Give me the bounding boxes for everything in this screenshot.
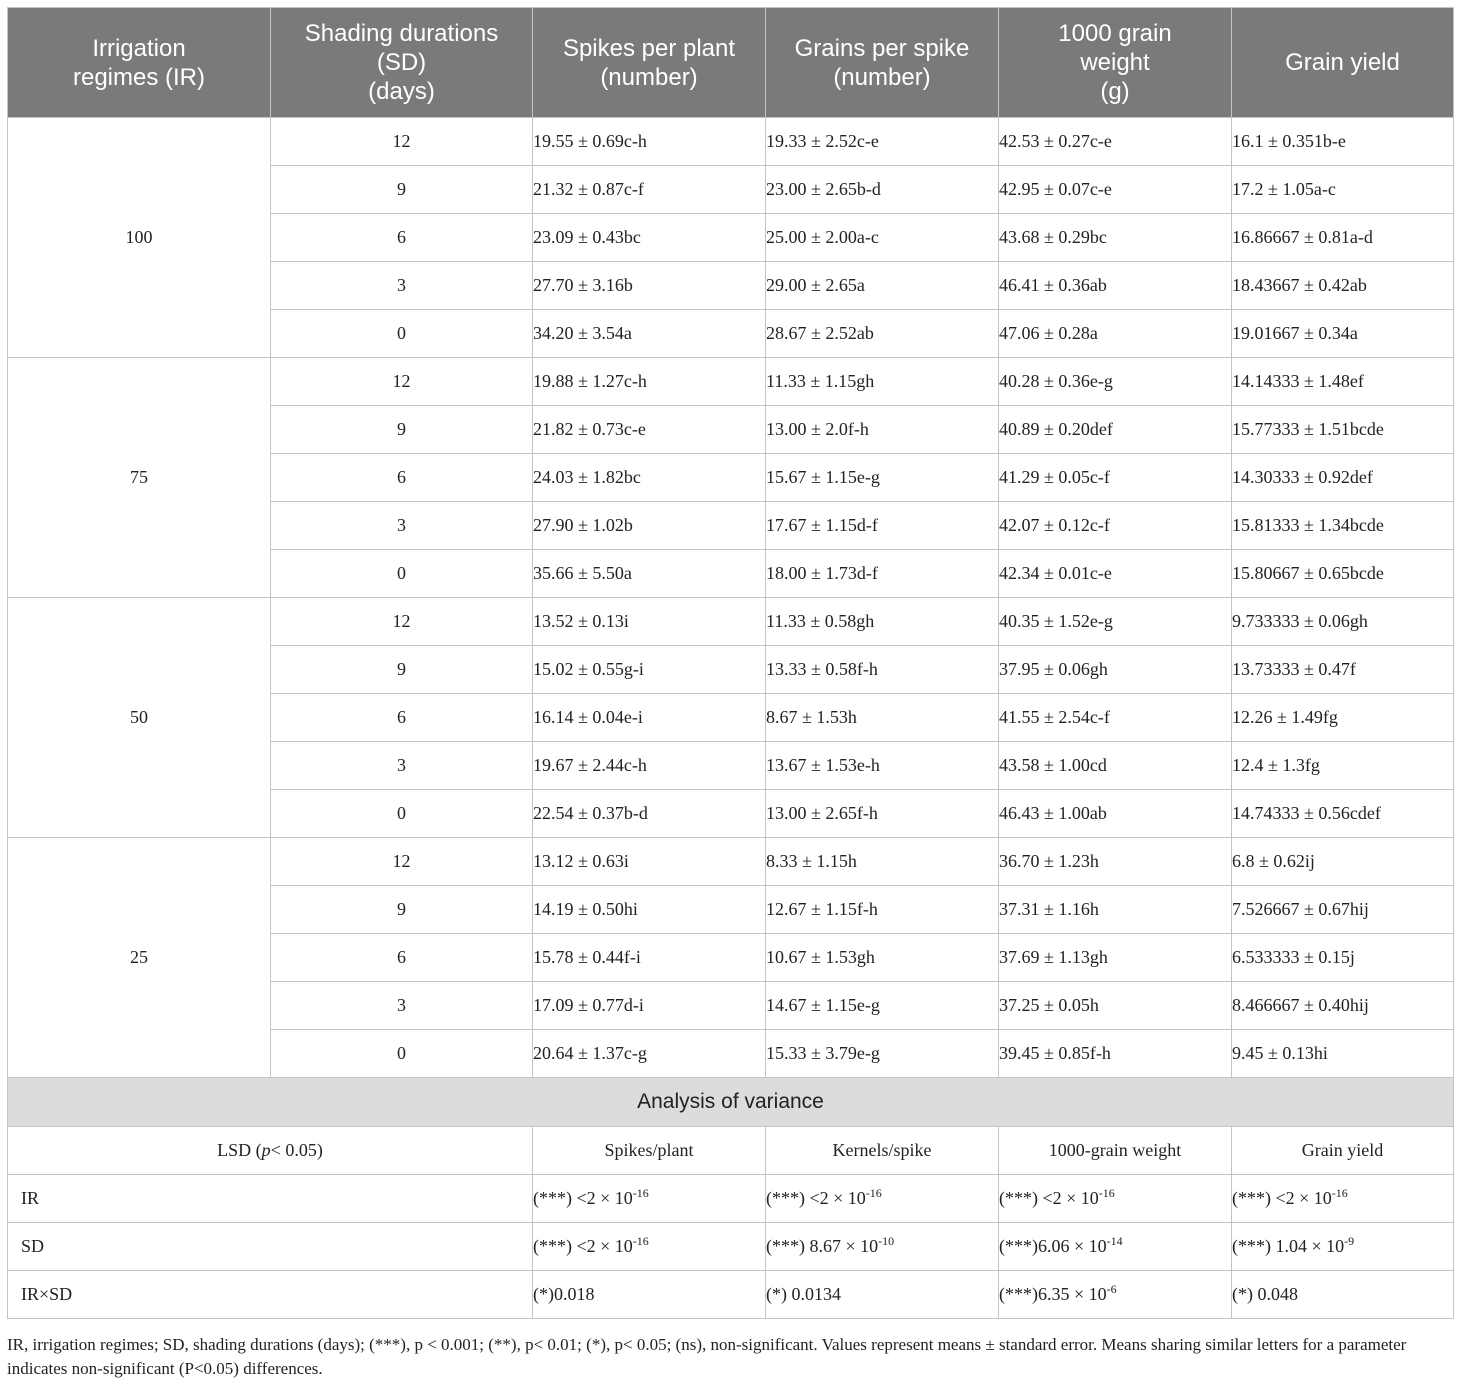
- spikes-cell: 35.66 ± 5.50a: [533, 550, 766, 598]
- shading-duration-cell: 12: [271, 598, 533, 646]
- shading-duration-cell: 9: [271, 166, 533, 214]
- spikes-cell: 21.32 ± 0.87c-f: [533, 166, 766, 214]
- anova-value-cell: (***) $8.67 \times 10^{-10}$: [766, 1223, 999, 1271]
- exponent: -14: [1106, 1234, 1123, 1248]
- exponent: -9: [1344, 1234, 1355, 1248]
- spikes-cell: 13.52 ± 0.13i: [533, 598, 766, 646]
- irrigation-regime-cell: 75: [8, 358, 271, 598]
- anova-value-cell: $(***)6.06 \times 10^{-14}$: [999, 1223, 1232, 1271]
- shading-duration-cell: 12: [271, 838, 533, 886]
- grains-cell: 13.33 ± 0.58f-h: [766, 646, 999, 694]
- grains-cell: 25.00 ± 2.00a-c: [766, 214, 999, 262]
- grains-cell: 8.33 ± 1.15h: [766, 838, 999, 886]
- spikes-cell: 15.02 ± 0.55g-i: [533, 646, 766, 694]
- yield-cell: 15.77333 ± 1.51bcde: [1232, 406, 1454, 454]
- header-irrigation-regimes: Irrigation regimes (IR): [8, 8, 271, 118]
- exponent: -16: [1098, 1186, 1115, 1200]
- grains-cell: 18.00 ± 1.73d-f: [766, 550, 999, 598]
- exponent: -16: [632, 1186, 649, 1200]
- yield-cell: 16.86667 ± 0.81a-d: [1232, 214, 1454, 262]
- shading-duration-cell: 6: [271, 694, 533, 742]
- grains-cell: 13.67 ± 1.53e-h: [766, 742, 999, 790]
- yield-cell: 14.74333 ± 0.56cdef: [1232, 790, 1454, 838]
- weight-cell: 36.70 ± 1.23h: [999, 838, 1232, 886]
- header-1000-grain-weight: 1000 grain weight (g): [999, 8, 1232, 118]
- grains-cell: 13.00 ± 2.0f-h: [766, 406, 999, 454]
- grains-cell: 10.67 ± 1.53gh: [766, 934, 999, 982]
- anova-row: [8, 1223, 1454, 1271]
- spikes-cell: 27.70 ± 3.16b: [533, 262, 766, 310]
- yield-cell: 15.80667 ± 0.65bcde: [1232, 550, 1454, 598]
- shading-duration-cell: 3: [271, 262, 533, 310]
- yield-cell: 15.81333 ± 1.34bcde: [1232, 502, 1454, 550]
- grains-cell: 28.67 ± 2.52ab: [766, 310, 999, 358]
- weight-cell: 42.07 ± 0.12c-f: [999, 502, 1232, 550]
- spikes-cell: 24.03 ± 1.82bc: [533, 454, 766, 502]
- anova-row: [8, 1175, 1454, 1223]
- spikes-cell: 16.14 ± 0.04e-i: [533, 694, 766, 742]
- weight-cell: 42.53 ± 0.27c-e: [999, 118, 1232, 166]
- spikes-cell: 23.09 ± 0.43bc: [533, 214, 766, 262]
- yield-cell: 17.2 ± 1.05a-c: [1232, 166, 1454, 214]
- weight-cell: 42.95 ± 0.07c-e: [999, 166, 1232, 214]
- table-row: [8, 358, 1454, 406]
- header-shading-durations: Shading durations (SD) (days): [271, 8, 533, 118]
- spikes-cell: 17.09 ± 0.77d-i: [533, 982, 766, 1030]
- spikes-cell: 21.82 ± 0.73c-e: [533, 406, 766, 454]
- weight-cell: 46.41 ± 0.36ab: [999, 262, 1232, 310]
- anova-title: Analysis of variance: [8, 1078, 1454, 1127]
- anova-factor-label: IR×SD: [8, 1271, 533, 1319]
- weight-cell: 40.35 ± 1.52e-g: [999, 598, 1232, 646]
- shading-duration-cell: 0: [271, 790, 533, 838]
- yield-cell: 16.1 ± 0.351b-e: [1232, 118, 1454, 166]
- grains-cell: 11.33 ± 1.15gh: [766, 358, 999, 406]
- shading-duration-cell: 3: [271, 502, 533, 550]
- anova-value-cell: (***) $<2 \times 10^{-16}$: [999, 1175, 1232, 1223]
- anova-value-cell: (***) $<2 \times 10^{-16}$: [533, 1223, 766, 1271]
- shading-duration-cell: 12: [271, 358, 533, 406]
- exponent: -16: [1331, 1186, 1348, 1200]
- data-body: [8, 118, 1454, 1078]
- lsd-label-p: p: [261, 1140, 271, 1160]
- lsd-label-suffix: < 0.05): [270, 1140, 323, 1160]
- weight-cell: 47.06 ± 0.28a: [999, 310, 1232, 358]
- grains-cell: 19.33 ± 2.52c-e: [766, 118, 999, 166]
- exponent: -16: [632, 1234, 649, 1248]
- anova-col-weight: 1000-grain weight: [999, 1127, 1232, 1175]
- weight-cell: 42.34 ± 0.01c-e: [999, 550, 1232, 598]
- shading-duration-cell: 3: [271, 982, 533, 1030]
- shading-duration-cell: 0: [271, 310, 533, 358]
- anova-factor-label: SD: [8, 1223, 533, 1271]
- spikes-cell: 22.54 ± 0.37b-d: [533, 790, 766, 838]
- lsd-label-prefix: LSD (: [217, 1140, 262, 1160]
- anova-value-cell: (***) $<2 \times 10^{-16}$: [766, 1175, 999, 1223]
- spikes-cell: 19.67 ± 2.44c-h: [533, 742, 766, 790]
- grains-cell: 15.33 ± 3.79e-g: [766, 1030, 999, 1078]
- spikes-cell: 13.12 ± 0.63i: [533, 838, 766, 886]
- yield-cell: 13.73333 ± 0.47f: [1232, 646, 1454, 694]
- spikes-cell: 14.19 ± 0.50hi: [533, 886, 766, 934]
- anova-row: [8, 1271, 1454, 1319]
- header-grains-per-spike: Grains per spike (number): [766, 8, 999, 118]
- grains-cell: 29.00 ± 2.65a: [766, 262, 999, 310]
- spikes-cell: 27.90 ± 1.02b: [533, 502, 766, 550]
- spikes-cell: 34.20 ± 3.54a: [533, 310, 766, 358]
- yield-cell: 7.526667 ± 0.67hij: [1232, 886, 1454, 934]
- grains-cell: 15.67 ± 1.15e-g: [766, 454, 999, 502]
- weight-cell: 43.68 ± 0.29bc: [999, 214, 1232, 262]
- anova-body: [8, 1078, 1454, 1319]
- weight-cell: 37.95 ± 0.06gh: [999, 646, 1232, 694]
- yield-cell: 18.43667 ± 0.42ab: [1232, 262, 1454, 310]
- anova-column-row: [8, 1127, 1454, 1175]
- grains-cell: 8.67 ± 1.53h: [766, 694, 999, 742]
- shading-duration-cell: 9: [271, 886, 533, 934]
- anova-factor-label: IR: [8, 1175, 533, 1223]
- yield-cell: 19.01667 ± 0.34a: [1232, 310, 1454, 358]
- spikes-cell: 19.55 ± 0.69c-h: [533, 118, 766, 166]
- shading-duration-cell: 9: [271, 406, 533, 454]
- shading-duration-cell: 6: [271, 214, 533, 262]
- weight-cell: 39.45 ± 0.85f-h: [999, 1030, 1232, 1078]
- weight-cell: 43.58 ± 1.00cd: [999, 742, 1232, 790]
- table-row: [8, 838, 1454, 886]
- spikes-cell: 19.88 ± 1.27c-h: [533, 358, 766, 406]
- header-grain-yield: Grain yield: [1232, 8, 1454, 118]
- grains-cell: 13.00 ± 2.65f-h: [766, 790, 999, 838]
- irrigation-regime-cell: 25: [8, 838, 271, 1078]
- table-footnote: IR, irrigation regimes; SD, shading durations (days); (***), p < 0.001; (**), p< 0.01; (*), p< 0.05; (ns), non-significant. Values represent means ± standard error. Means sharing similar letters for a parameter indicates non-significant (P<0.05) differences.: [7, 1335, 1407, 1378]
- grains-cell: 11.33 ± 0.58gh: [766, 598, 999, 646]
- grains-cell: 12.67 ± 1.15f-h: [766, 886, 999, 934]
- exponent: -16: [865, 1186, 882, 1200]
- lsd-label: [8, 1127, 533, 1175]
- anova-value-cell: (*)0.018: [533, 1271, 766, 1319]
- shading-duration-cell: 9: [271, 646, 533, 694]
- yield-cell: 12.26 ± 1.49fg: [1232, 694, 1454, 742]
- grains-cell: 23.00 ± 2.65b-d: [766, 166, 999, 214]
- anova-col-yield: Grain yield: [1232, 1127, 1454, 1175]
- weight-cell: 46.43 ± 1.00ab: [999, 790, 1232, 838]
- weight-cell: 37.25 ± 0.05h: [999, 982, 1232, 1030]
- irrigation-regime-cell: 100: [8, 118, 271, 358]
- table-row: [8, 598, 1454, 646]
- yield-cell: 6.8 ± 0.62ij: [1232, 838, 1454, 886]
- results-table: [7, 7, 1454, 1319]
- table-row: [8, 118, 1454, 166]
- header-spikes-per-plant: Spikes per plant (number): [533, 8, 766, 118]
- yield-cell: 12.4 ± 1.3fg: [1232, 742, 1454, 790]
- yield-cell: 14.30333 ± 0.92def: [1232, 454, 1454, 502]
- anova-col-kernels: Kernels/spike: [766, 1127, 999, 1175]
- yield-cell: 14.14333 ± 1.48ef: [1232, 358, 1454, 406]
- anova-value-cell: (***) $<2 \times 10^{-16}$: [1232, 1175, 1454, 1223]
- anova-value-cell: (*) 0.048: [1232, 1271, 1454, 1319]
- spikes-cell: 15.78 ± 0.44f-i: [533, 934, 766, 982]
- shading-duration-cell: 6: [271, 454, 533, 502]
- shading-duration-cell: 3: [271, 742, 533, 790]
- anova-value-cell: (*) 0.0134: [766, 1271, 999, 1319]
- shading-duration-cell: 0: [271, 550, 533, 598]
- shading-duration-cell: 12: [271, 118, 533, 166]
- anova-value-cell: (***) $1.04 \times 10^{-9}$: [1232, 1223, 1454, 1271]
- anova-value-cell: $(***)6.35 \times 10^{-6}$: [999, 1271, 1232, 1319]
- grains-cell: 17.67 ± 1.15d-f: [766, 502, 999, 550]
- irrigation-regime-cell: 50: [8, 598, 271, 838]
- anova-title-row: [8, 1078, 1454, 1127]
- weight-cell: 40.89 ± 0.20def: [999, 406, 1232, 454]
- weight-cell: 41.55 ± 2.54c-f: [999, 694, 1232, 742]
- anova-col-spikes: Spikes/plant: [533, 1127, 766, 1175]
- yield-cell: 9.733333 ± 0.06gh: [1232, 598, 1454, 646]
- weight-cell: 37.69 ± 1.13gh: [999, 934, 1232, 982]
- grains-cell: 14.67 ± 1.15e-g: [766, 982, 999, 1030]
- header-row: [8, 8, 1454, 118]
- spikes-cell: 20.64 ± 1.37c-g: [533, 1030, 766, 1078]
- exponent: -6: [1106, 1282, 1117, 1296]
- weight-cell: 41.29 ± 0.05c-f: [999, 454, 1232, 502]
- weight-cell: 37.31 ± 1.16h: [999, 886, 1232, 934]
- yield-cell: 8.466667 ± 0.40hij: [1232, 982, 1454, 1030]
- yield-cell: 9.45 ± 0.13hi: [1232, 1030, 1454, 1078]
- anova-value-cell: (***) $<2 \times 10^{-16}$: [533, 1175, 766, 1223]
- exponent: -10: [878, 1234, 895, 1248]
- yield-cell: 6.533333 ± 0.15j: [1232, 934, 1454, 982]
- weight-cell: 40.28 ± 0.36e-g: [999, 358, 1232, 406]
- shading-duration-cell: 0: [271, 1030, 533, 1078]
- shading-duration-cell: 6: [271, 934, 533, 982]
